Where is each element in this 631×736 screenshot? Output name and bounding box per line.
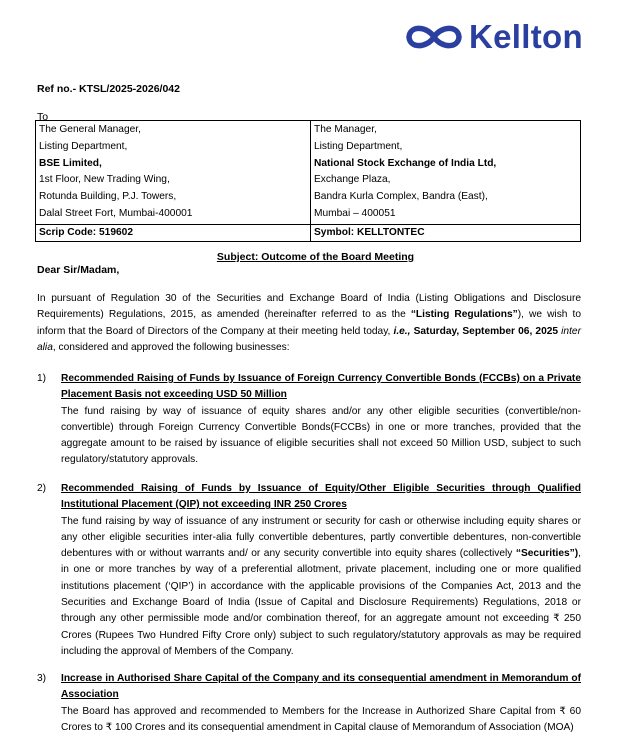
list-item (37, 481, 581, 660)
nse-address (311, 121, 581, 225)
intro-paragraph (37, 291, 581, 356)
address-line: The General Manager, (39, 124, 141, 135)
intro-listing-regulations: “Listing Regulations” (410, 309, 518, 321)
salutation: Dear Sir/Madam, (37, 264, 120, 276)
bse-address (36, 121, 311, 225)
item-number: 2) (37, 483, 47, 494)
infinity-icon (405, 23, 463, 51)
addressee-table (35, 120, 581, 242)
address-line: 1st Floor, New Trading Wing, (39, 174, 170, 186)
address-line: Exchange Plaza, (314, 174, 391, 186)
item-text: The fund raising by way of issuance of equity shares and/or any other eligible securities (convertible/non-convertible) through Foreign Currency Convertible Bonds(FCCBs) in one or more tranches, provided that the aggregate amount to be raised by issuance of eligible securities shall not exceed 50 Million USD, subject to such regulatory/statutory approvals. (61, 405, 581, 466)
intro-text: In pursuant of Regulation 30 of the Securities and Exchange Board of India (Listing Obligations and Disclosure Requirements) Regulations, 2015, as amended (hereinafter referred to as the (37, 293, 581, 321)
list-item (37, 671, 581, 736)
exchange-name: National Stock Exchange of India Ltd, (314, 157, 497, 169)
reference-number: Ref no.- KTSL/2025-2026/042 (37, 83, 180, 95)
address-line: Dalal Street Fort, Mumbai-400001 (39, 207, 193, 219)
intro-text: , considered and approved the following businesses: (52, 341, 290, 353)
item-number: 3) (37, 673, 47, 684)
subject-line: Subject: Outcome of the Board Meeting (216, 251, 415, 263)
item-title: Increase in Authorised Share Capital of the Company and its consequential amendment in Memorandum of Association (61, 673, 581, 701)
logo-brand-text: Kellton (469, 18, 583, 55)
item-securities-term: “Securities”) (515, 548, 579, 560)
item-text: , in one or more tranches by way of a preferential allotment, private placement, including one or more qualified institutions placement (‘QIP’) in accordance with the applicable provisions of the Companies Act, 2013 and the Securities and Exchange Board of India (Issue of Capital and Disclosure Requirements) Regulations, 2018 or through any other permissible mode and/or combination thereof, for an aggregate amount not exceeding ₹ 250 Crores (Rupees Two Hundred Fifty Crore only) subject to such regulatory/statutory approvals as may be required including the approval of Members of the Company. (61, 548, 581, 657)
scrip-code: Scrip Code: 519602 (36, 224, 311, 241)
item-title: Recommended Raising of Funds by Issuance of Foreign Currency Convertible Bonds (FCCBs) on a Private Placement Basis not exceeding USD 50 Million (61, 373, 581, 401)
to-label: To (37, 111, 49, 123)
item-title: Recommended Raising of Funds by Issuance of Equity/Other Eligible Securities through Qualified Institutional Placement (QIP) not exceeding INR 250 Crores (61, 483, 581, 511)
address-line: Mumbai – 400051 (314, 207, 396, 219)
intro-text: ), we wish to inform that the Board of Directors of the Company at their meeting held today, (37, 309, 581, 337)
item-number: 1) (37, 373, 47, 384)
intro-inter-alia: inter alia (37, 325, 581, 353)
address-line: Rotunda Building, P.J. Towers, (39, 191, 177, 203)
intro-ie: i.e., (393, 325, 411, 337)
list-item (37, 371, 581, 469)
address-line: Listing Department, (314, 140, 403, 152)
kellton-logo (405, 20, 583, 53)
nse-symbol: Symbol: KELLTONTEC (311, 224, 581, 241)
exchange-name: BSE Limited, (39, 157, 102, 169)
address-line: Bandra Kurla Complex, Bandra (East), (314, 191, 488, 203)
address-line: Listing Department, (39, 140, 128, 152)
meeting-date: Saturday, September 06, 2025 (410, 325, 559, 337)
item-text: The Board has approved and recommended to Members for the Increase in Authorized Share Capital from ₹ 60 Crores to ₹ 100 Crores and its consequential amendment in Capital clause of Memorandum of Association (MOA) (61, 705, 581, 733)
item-text: The fund raising by way of issuance of any instrument or security for cash or otherwise including equity shares or any other eligible securities inter-alia fully convertible debentures, partly convertible debentures, non-convertible debentures with or without warrants and/ or any security convertible into equity shares (collectively (61, 515, 581, 560)
address-line: The Manager, (314, 124, 377, 135)
